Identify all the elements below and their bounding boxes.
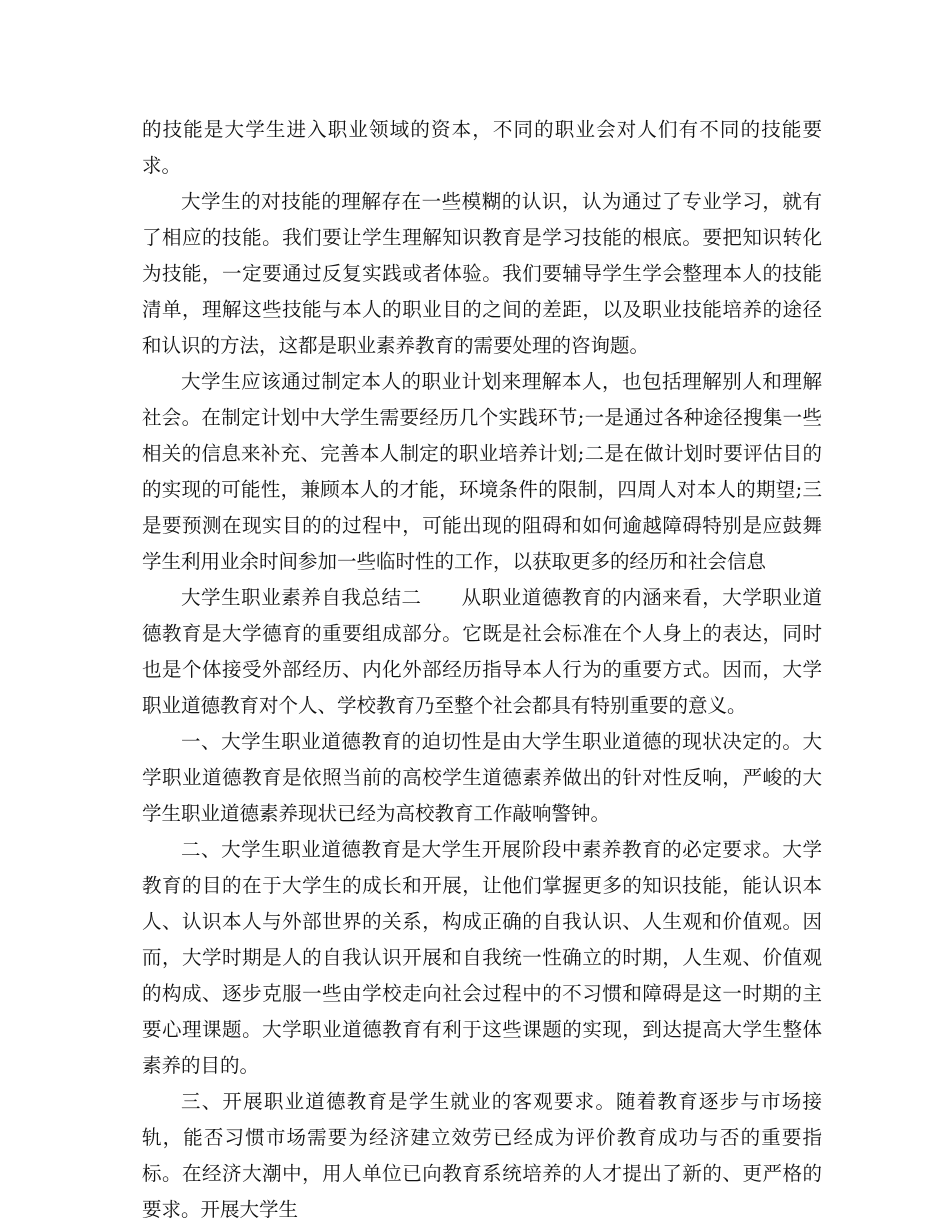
paragraph-1: 的技能是大学生进入职业领域的资本，不同的职业会对人们有不同的技能要求。 <box>142 118 822 177</box>
paragraph-2: 大学生的对技能的理解存在一些模糊的认识，认为通过了专业学习，就有了相应的技能。我们要让学生理解知识教育是学习技能的根底。要把知识转化为技能，一定要通过反复实践或者体验。我们要辅导学生学会整理本人的技能清单，理解这些技能与本人的职业目的之间的差距，以及职业技能培养的途径和认识的方法，这都是职业素养教育的需要处理的咨询题。 <box>142 190 822 357</box>
paragraph-3: 大学生应该通过制定本人的职业计划来理解本人，也包括理解别人和理解社会。在制定计划中大学生需要经历几个实践环节;一是通过各种途径搜集一些相关的信息来补充、完善本人制定的职业培养计划;二是在做计划时要评估目的的实现的可能性，兼顾本人的才能，环境条件的限制，四周人对本人的期望;三是要预测在现实目的的过程中，可能出现的阻碍和如何逾越障碍特别是应鼓舞学生利用业余时间参加一些临时性的工作，以获取更多的经历和社会信息 <box>142 370 822 573</box>
document-body <box>142 112 822 1228</box>
paragraph-4: 大学生职业素养自我总结二 从职业道德教育的内涵来看，大学职业道德教育是大学德育的重要组成部分。它既是社会标准在个人身上的表达，同时也是个体接受外部经历、内化外部经历指导本人行为的重要方式。因而，大学职业道德教育对个人、学校教育乃至整个社会都具有特别重要的意义。 <box>142 586 822 717</box>
paragraph-6: 二、大学生职业道德教育是大学生开展阶段中素养教育的必定要求。大学教育的目的在于大学生的成长和开展，让他们掌握更多的知识技能，能认识本人、认识本人与外部世界的关系，构成正确的自我认识、人生观和价值观。因而，大学时期是人的自我认识开展和自我统一性确立的时期，人生观、价值观的构成、逐步克服一些由学校走向社会过程中的不习惯和障碍是这一时期的主要心理课题。大学职业道德教育有利于这些课题的实现，到达提高大学生整体素养的目的。 <box>142 838 822 1077</box>
paragraph-7: 三、开展职业道德教育是学生就业的客观要求。随着教育逐步与市场接轨，能否习惯市场需要为经济建立效劳已经成为评价教育成功与否的重要指标。在经济大潮中，用人单位已向教育系统培养的人才提出了新的、更严格的要求。开展大学生 <box>142 1090 822 1221</box>
paragraph-5: 一、大学生职业道德教育的迫切性是由大学生职业道德的现状决定的。大学职业道德教育是依照当前的高校学生道德素养做出的针对性反响，严峻的大学生职业道德素养现状已经为高校教育工作敲响警钟。 <box>142 730 822 825</box>
